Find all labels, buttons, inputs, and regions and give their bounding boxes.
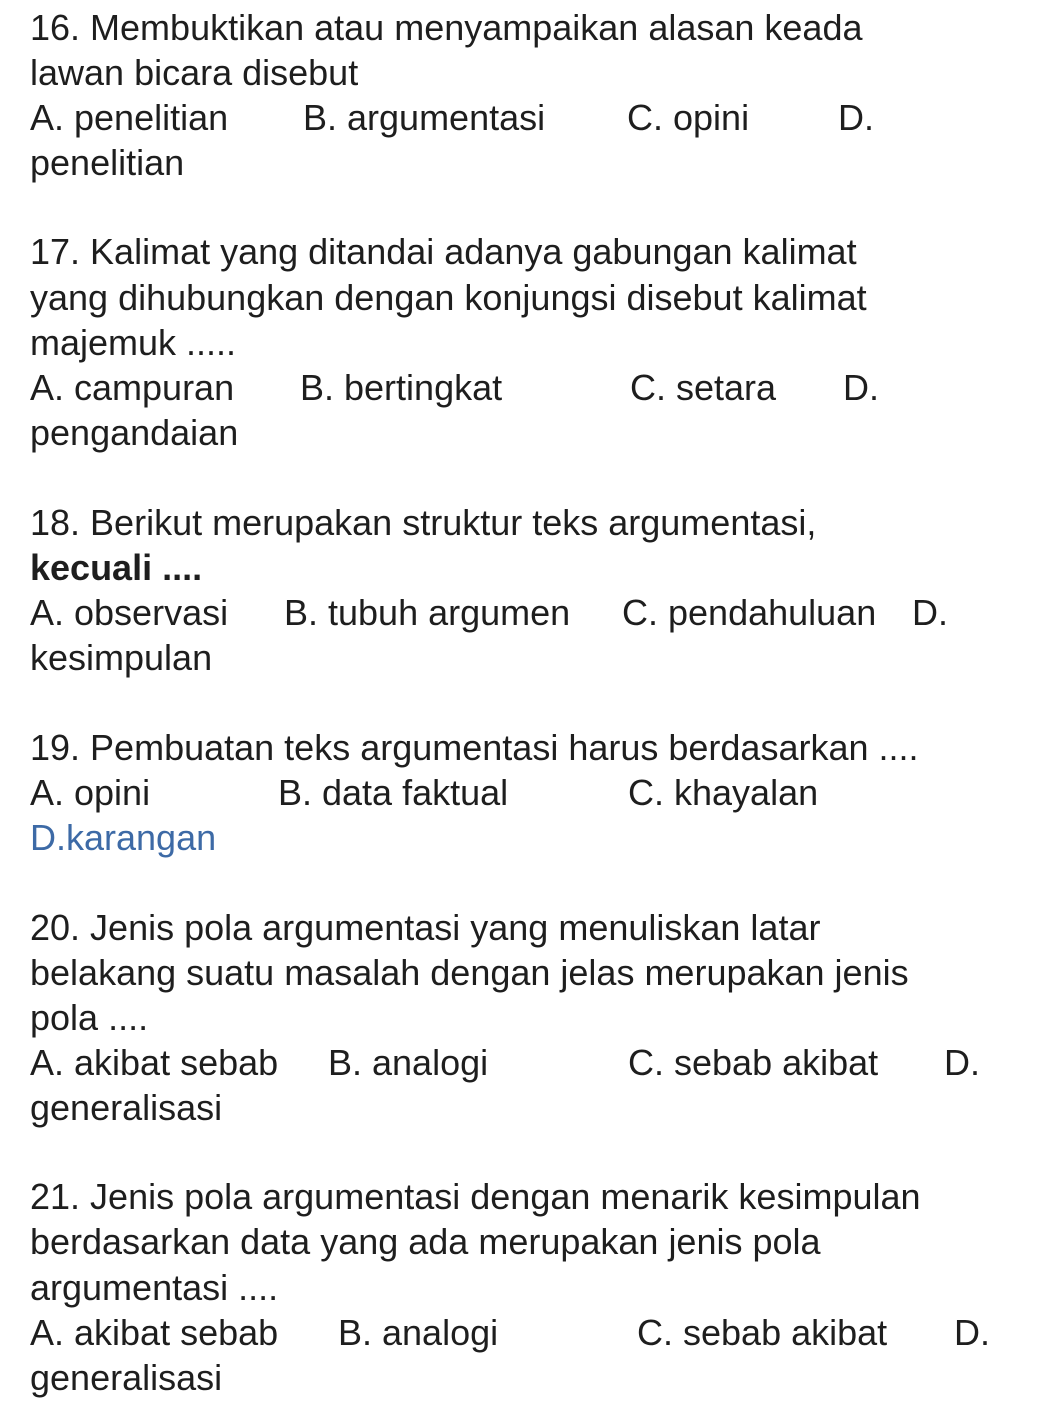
question-16-line-2: lawan bicara disebut [30, 52, 359, 93]
question-20-option-b: B. analogi [328, 1042, 489, 1083]
question-20-option-c: C. sebab akibat [628, 1042, 879, 1083]
question-17-option-d: D. [843, 367, 879, 408]
question-19-option-c: C. khayalan [628, 772, 819, 813]
question-21-option-d-text: generalisasi [30, 1357, 223, 1398]
question-16-option-c: C. opini [627, 97, 750, 138]
question-18-option-d-text: kesimpulan [30, 637, 213, 678]
question-17-option-a: A. campuran [30, 367, 235, 408]
question-19-line-1: 19. Pembuatan teks argumentasi harus berdasarkan .... [30, 727, 919, 768]
question-18-option-d: D. [912, 592, 948, 633]
question-16-option-d-text: penelitian [30, 142, 185, 183]
question-16-option-b: B. argumentasi [303, 97, 546, 138]
question-17-line-1: 17. Kalimat yang ditandai adanya gabungan kalimat [30, 231, 857, 272]
question-19-option-b: B. data faktual [278, 772, 509, 813]
question-17-option-c: C. setara [630, 367, 777, 408]
question-18-line-2: kecuali .... [30, 547, 203, 588]
question-20-option-d: D. [944, 1042, 980, 1083]
question-18-option-c: C. pendahuluan [622, 592, 877, 633]
question-20-option-a: A. akibat sebab [30, 1042, 279, 1083]
question-17-option-d-text: pengandaian [30, 412, 239, 453]
question-21-line-2: berdasarkan data yang ada merupakan jenis pola [30, 1221, 821, 1262]
question-16-option-d: D. [838, 97, 874, 138]
question-20-line-1: 20. Jenis pola argumentasi yang menuliskan latar [30, 907, 821, 948]
question-20-line-3: pola .... [30, 997, 149, 1038]
question-20-option-d-text: generalisasi [30, 1087, 223, 1128]
question-19-option-a: A. opini [30, 772, 151, 813]
question-17-option-b: B. bertingkat [300, 367, 503, 408]
question-18-line-1: 18. Berikut merupakan struktur teks argumentasi, [30, 502, 817, 543]
question-17-line-3: majemuk ..... [30, 322, 237, 363]
question-18-option-a: A. observasi [30, 592, 229, 633]
question-17-line-2: yang dihubungkan dengan konjungsi disebut kalimat [30, 277, 867, 318]
question-19-option-d: D.karangan [30, 817, 217, 858]
question-21-option-c: C. sebab akibat [637, 1312, 888, 1353]
question-16-line-1: 16. Membuktikan atau menyampaikan alasan keada [30, 7, 863, 48]
question-21-line-1: 21. Jenis pola argumentasi dengan menarik kesimpulan [30, 1176, 921, 1217]
question-21-option-b: B. analogi [338, 1312, 499, 1353]
question-18-option-b: B. tubuh argumen [284, 592, 571, 633]
question-20-line-2: belakang suatu masalah dengan jelas merupakan jenis [30, 952, 909, 993]
question-21-option-a: A. akibat sebab [30, 1312, 279, 1353]
question-21-line-3: argumentasi .... [30, 1267, 279, 1308]
question-21-option-d: D. [954, 1312, 990, 1353]
question-16-option-a: A. penelitian [30, 97, 229, 138]
